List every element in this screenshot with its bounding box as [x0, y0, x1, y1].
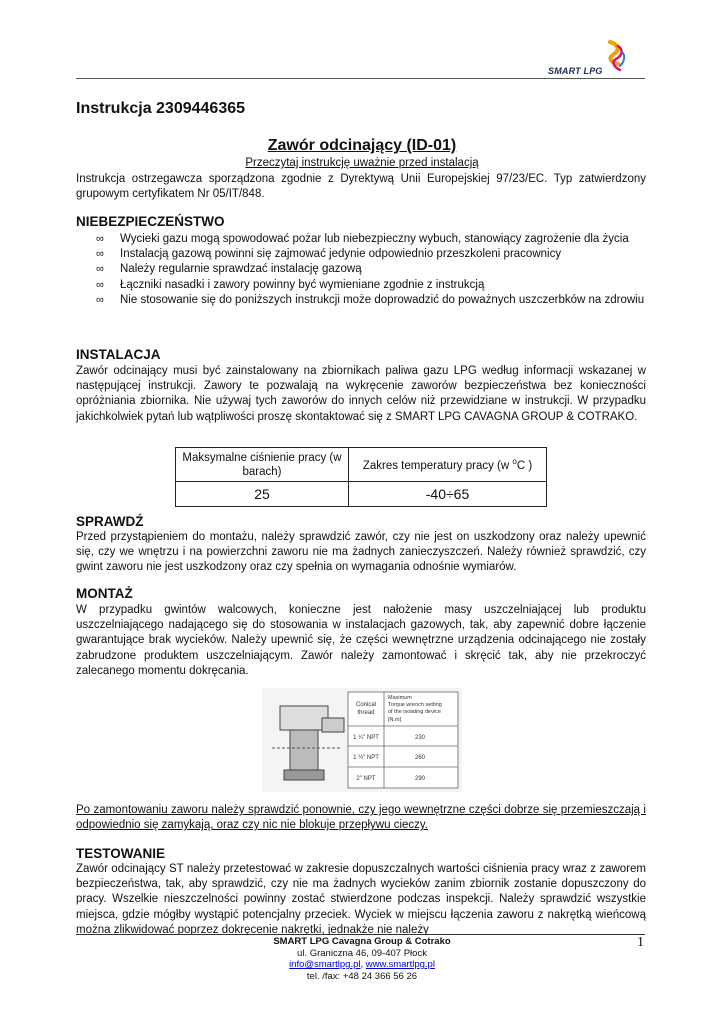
svg-text:1 ½" NPT: 1 ½" NPT — [353, 755, 379, 761]
svg-text:260: 260 — [414, 755, 426, 761]
list-item: ∞ Nie stosowanie się do poniższych instrukcji może doprowadzić do poważnych uszczerbków na zdrowiu — [76, 293, 646, 308]
footer — [0, 936, 724, 982]
bullet-icon: ∞ — [96, 278, 104, 291]
page-number: 1 — [637, 935, 644, 950]
bullet-icon: ∞ — [96, 248, 104, 261]
bullet-icon: ∞ — [96, 263, 104, 276]
list-item: ∞ Instalacją gazową powinni się zajmować jedynie odpowiednio przeszkoleni pracownicy — [76, 247, 646, 262]
pressure-value: 25 — [176, 482, 349, 507]
subtitle: Przeczytaj instrukcję uważnie przed instalacją — [245, 157, 479, 169]
intro-paragraph: Instrukcja ostrzegawcza sporządzona zgodnie z Dyrektywą Unii Europejskiej 97/23/EC. Typ zatwierdzony grupowym certyfikatem Nr 05/IT/848. — [76, 173, 646, 201]
torque-figure — [262, 688, 462, 792]
footer-divider — [76, 934, 645, 935]
check-heading: SPRAWDŹ — [76, 514, 144, 529]
danger-list — [76, 232, 646, 308]
list-item: ∞ Wycieki gazu mogą spowodować pożar lub niebezpieczny wybuch, stanowiący zagrożenie dla życia — [76, 232, 646, 247]
document-title: Instrukcja 2309446365 — [76, 100, 246, 117]
mounting-paragraph: W przypadku gwintów walcowych, konieczne jest nałożenie masy uszczelniającej lub produktu uszczelniającego nadającego się do stosowania w instalacjach gazowych, tak, aby zapewnić dobre łączenie gwarantujące brak wycieków. Należy upewnić się, że części wewnętrzne urządzenia odcinającego nie zostały zabrudzone produktem uszczelniającym. Zawór należy zamontować i skręcić tak, aby nie przekroczyć zalecanego momentu dokręcania. — [76, 604, 646, 677]
check-paragraph: Przed przystąpieniem do montażu, należy sprawdzić zawór, czy nie jest on uszkodzony oraz należy upewnić się, czy we wnętrzu i na powierzchni zaworu nie ma żadnych zanieczyszczeń. Należy również sprawdzić, czy gwint zaworu nie jest uszkodzony oraz czy spełnia on wymagania odnośnie wymiarów. — [76, 531, 646, 574]
danger-heading: NIEBEZPIECZEŃSTWO — [76, 214, 225, 229]
temperature-header: Zakres temperatury pracy (w $^o$C ) — [349, 448, 547, 482]
svg-text:Maximum: Maximum — [388, 695, 412, 701]
svg-text:1 ¼" NPT: 1 ¼" NPT — [353, 735, 379, 741]
main-title: Zawór odcinający (ID-01) — [267, 137, 457, 154]
svg-text:230: 230 — [414, 735, 426, 741]
website-link[interactable]: www.smartlpg.pl — [365, 959, 435, 970]
bullet-icon: ∞ — [96, 233, 104, 245]
svg-text:Torque wrench setting: Torque wrench setting — [388, 702, 442, 708]
header-divider — [76, 78, 645, 79]
list-item: ∞ Należy regularnie sprawdzać instalację gazową — [76, 262, 646, 277]
footer-company: SMART LPG Cavagna Group & Cotrako — [273, 936, 451, 947]
list-item: ∞ Łączniki nasadki i zawory powinny być wymieniane zgodnie z instrukcją — [76, 278, 646, 293]
bullet-icon: ∞ — [96, 293, 104, 306]
svg-text:290: 290 — [414, 776, 426, 782]
footer-phone: tel. /fax: +48 24 366 56 26 — [306, 970, 418, 982]
testing-paragraph: Zawór odcinający ST należy przetestować w zakresie dopuszczalnych wartości ciśnienia pracy wraz z zaworem bezpieczeństwa, tak, aby sprawdzić, czy nie ma żadnych wycieków zanim zbiornik zostanie dopuszczony do pracy. Wszelkie nieszczelności powinny zostać stwierdzone podczas inspekcji. Należy sprawdzić wszystkie miejsca, gdzie mógłby wystąpić potencjalny przeciek. Wyciek w miejscu łączenia zaworu z nakrętką wieńcową można zlikwidować poprzez dokręcenie nakrętki, jednakże nie należy — [76, 863, 646, 934]
after-mounting-paragraph: Po zamontowaniu zaworu należy sprawdzić ponownie, czy jego wewnętrzne części dobrze się przemieszczają i odpowiednio się zamykają, oraz czy nic nie blokuje przepływu cieczy. — [76, 804, 646, 832]
svg-text:2" NPT: 2" NPT — [356, 776, 376, 782]
svg-text:Conical: Conical — [355, 702, 377, 708]
mounting-heading: MONTAŻ — [76, 586, 133, 601]
installation-heading: INSTALACJA — [76, 347, 161, 362]
valve-drawing — [262, 688, 462, 792]
temperature-value: -40÷65 — [349, 482, 547, 507]
svg-text:[N.m]: [N.m] — [388, 717, 402, 723]
spec-table — [175, 447, 547, 507]
email-link[interactable]: info@smartlpg.pl — [289, 959, 361, 970]
svg-text:of the isolating device: of the isolating device — [388, 709, 441, 715]
footer-contact: info@smartlpg.pl, www.smartlpg.pl — [289, 959, 435, 970]
smart-lpg-logo — [548, 40, 638, 80]
testing-heading: TESTOWANIE — [76, 846, 166, 861]
pressure-header: Maksymalne ciśnienie pracy (w barach) — [176, 448, 349, 482]
logo-text: SMART LPG — [548, 66, 603, 76]
svg-text:thread: thread — [357, 710, 375, 716]
footer-address: ul. Graniczna 46, 09-407 Płock — [297, 947, 427, 959]
installation-paragraph: Zawór odcinający musi być zainstalowany na zbiornikach paliwa gazu LPG według informacji wskazanej w następującej instrukcji. Zawory te pozwalają na wykręcenie zaworów bezpieczeństwa bez konieczności opróżniania zbiornika. Nie używaj tych zaworów do innych celów niż przewidziane w instrukcji. W przypadku jakichkolwiek pytań lub wątpliwości proszę skontaktować się z SMART LPG CAVAGNA GROUP & COTRAKO. — [76, 365, 646, 423]
